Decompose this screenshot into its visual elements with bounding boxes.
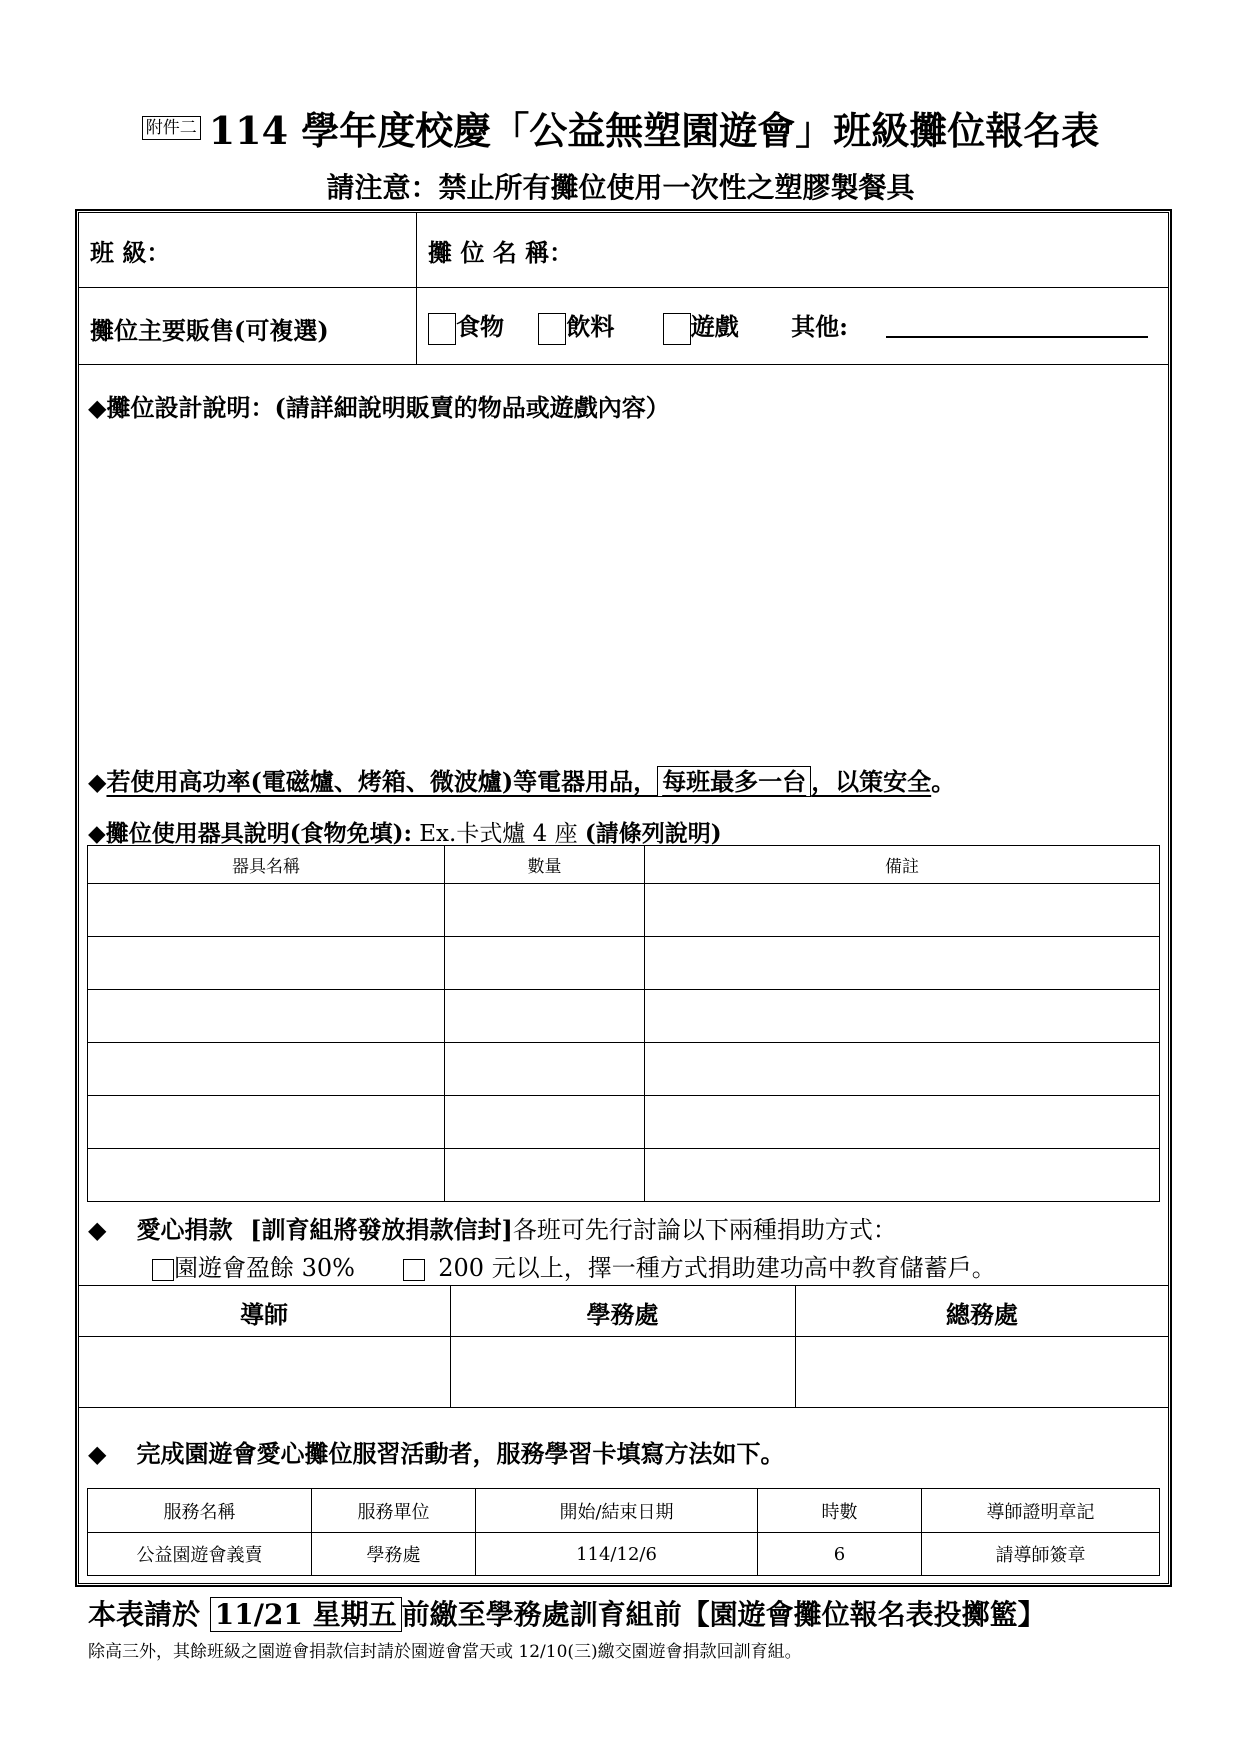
equipment-note-cell[interactable] bbox=[645, 990, 1160, 1043]
equipment-table bbox=[87, 845, 1160, 1202]
row-divider bbox=[78, 1285, 1169, 1286]
game-option-label: 遊戲 bbox=[690, 312, 739, 341]
equipment-name-cell[interactable] bbox=[88, 990, 445, 1043]
service-date-cell: 114/12/6 bbox=[476, 1533, 758, 1576]
booth-name-label: 攤 位 名 稱： bbox=[428, 238, 574, 267]
donation-line bbox=[88, 1210, 897, 1245]
service-unit-cell: 學務處 bbox=[312, 1533, 476, 1576]
donation-option-fixed: 200 元以上，擇一種方式捐助建功高中教育儲蓄戶。 bbox=[438, 1254, 996, 1282]
equipment-qty-cell[interactable] bbox=[445, 884, 645, 937]
equipment-qty-cell[interactable] bbox=[445, 1149, 645, 1202]
table-row bbox=[88, 937, 1160, 990]
food-option-label: 食物 bbox=[456, 312, 504, 341]
equipment-label: ◆攤位使用器具說明(食物免填): bbox=[88, 820, 412, 847]
page-title: 114 學年度校慶「公益無塑園遊會」班級攤位報名表 bbox=[208, 108, 1100, 153]
equipment-qty-cell[interactable] bbox=[445, 937, 645, 990]
service-line bbox=[88, 1434, 784, 1469]
service-header-cell: 服務名稱 bbox=[88, 1489, 312, 1533]
service-name-cell: 公益園遊會義賣 bbox=[88, 1533, 312, 1576]
service-text: 完成園遊會愛心攤位服習活動者，服務學習卡填寫方法如下。 bbox=[136, 1439, 785, 1468]
equipment-note-cell[interactable] bbox=[645, 1096, 1160, 1149]
donation-label: 愛心捐款 bbox=[136, 1215, 233, 1244]
service-header-cell: 開始/結束日期 bbox=[476, 1489, 758, 1533]
donation-envelope-note: [訓育組將發放捐款信封] bbox=[250, 1215, 513, 1244]
table-row bbox=[88, 1149, 1160, 1202]
table-row bbox=[88, 990, 1160, 1043]
diamond-bullet-icon: ◆ bbox=[88, 767, 107, 796]
donation-text: 各班可先行討論以下兩種捐助方式： bbox=[512, 1216, 897, 1244]
footer-text-a: 本表請於 bbox=[88, 1598, 210, 1631]
title-block bbox=[0, 100, 1241, 155]
power-warning-text bbox=[106, 766, 931, 797]
equipment-qty-cell[interactable] bbox=[445, 1096, 645, 1149]
footer-instruction bbox=[88, 1593, 1046, 1633]
equipment-hint: (請條列說明) bbox=[584, 820, 722, 847]
class-label: 班 級： bbox=[90, 238, 171, 267]
equipment-name-cell[interactable] bbox=[88, 1096, 445, 1149]
design-description-area[interactable] bbox=[90, 430, 1150, 750]
diamond-bullet-icon: ◆ bbox=[88, 1439, 107, 1468]
design-description-label: ◆攤位設計說明：(請詳細說明販賣的物品或遊戲內容） bbox=[88, 393, 670, 422]
table-row bbox=[88, 1533, 1160, 1576]
equipment-header-cell: 器具名稱 bbox=[88, 846, 445, 884]
service-hours-cell: 6 bbox=[758, 1533, 922, 1576]
equipment-name-cell[interactable] bbox=[88, 1149, 445, 1202]
footer-note: 除高三外，其餘班級之園遊會捐款信封請於園遊會當天或 12/10(三)繳交園遊會捐款回訓育組。 bbox=[88, 1642, 802, 1662]
equipment-name-cell[interactable] bbox=[88, 937, 445, 990]
drink-checkbox[interactable] bbox=[538, 313, 566, 345]
booth-name-field[interactable] bbox=[620, 222, 1150, 274]
row-divider bbox=[78, 287, 1169, 288]
equipment-header-cell: 數量 bbox=[445, 846, 645, 884]
equipment-qty-cell[interactable] bbox=[445, 990, 645, 1043]
annex-label: 附件二 bbox=[142, 116, 201, 140]
general-affairs-header: 總務處 bbox=[946, 1300, 1018, 1329]
row-divider bbox=[78, 364, 1169, 365]
footer-text-b: 前繳至學務處訓育組前【園遊會攤位報名表投擲籃】 bbox=[401, 1598, 1046, 1631]
food-checkbox[interactable] bbox=[428, 313, 456, 345]
power-warning-text-b: ，以策安全 bbox=[811, 767, 932, 796]
power-warning bbox=[88, 762, 955, 797]
table-row bbox=[88, 884, 1160, 937]
service-table-header bbox=[88, 1489, 1160, 1533]
sales-type-label: 攤位主要販售(可複選) bbox=[90, 316, 329, 345]
student-affairs-header: 學務處 bbox=[586, 1300, 659, 1329]
notice-text: 請注意：禁止所有攤位使用一次性之塑膠製餐具 bbox=[326, 171, 915, 204]
service-header-cell: 導師證明章記 bbox=[922, 1489, 1160, 1533]
power-warning-suffix: 。 bbox=[931, 767, 956, 796]
service-table bbox=[87, 1488, 1160, 1576]
equipment-name-cell[interactable] bbox=[88, 884, 445, 937]
sales-options bbox=[428, 307, 848, 345]
equipment-note-cell[interactable] bbox=[645, 1149, 1160, 1202]
equipment-note-cell[interactable] bbox=[645, 1043, 1160, 1096]
service-signature-cell: 請導師簽章 bbox=[922, 1533, 1160, 1576]
equipment-header-cell: 備註 bbox=[645, 846, 1160, 884]
diamond-bullet-icon: ◆ bbox=[88, 1215, 107, 1244]
row-divider bbox=[78, 1336, 1169, 1337]
power-limit-boxed: 每班最多一台 bbox=[657, 766, 811, 797]
table-row bbox=[88, 1043, 1160, 1096]
column-divider bbox=[416, 212, 417, 364]
teacher-signature-field[interactable] bbox=[80, 1338, 448, 1405]
equipment-note-cell[interactable] bbox=[645, 884, 1160, 937]
service-header-cell: 服務單位 bbox=[312, 1489, 476, 1533]
student-affairs-signature-field[interactable] bbox=[452, 1338, 793, 1405]
general-affairs-signature-field[interactable] bbox=[797, 1338, 1167, 1405]
equipment-label-line bbox=[88, 815, 722, 848]
equipment-qty-cell[interactable] bbox=[445, 1043, 645, 1096]
fixed-amount-checkbox[interactable] bbox=[403, 1259, 425, 1281]
table-row bbox=[88, 1096, 1160, 1149]
surplus-checkbox[interactable] bbox=[152, 1259, 174, 1281]
class-field[interactable] bbox=[200, 222, 400, 274]
donation-option-surplus: 園遊會盈餘 30% bbox=[174, 1254, 355, 1282]
teacher-header: 導師 bbox=[240, 1300, 288, 1329]
service-header-cell: 時數 bbox=[758, 1489, 922, 1533]
deadline-boxed: 11/21 星期五 bbox=[210, 1597, 402, 1632]
other-input-line[interactable] bbox=[886, 336, 1148, 338]
equipment-note-cell[interactable] bbox=[645, 937, 1160, 990]
donation-options bbox=[152, 1248, 996, 1283]
other-option-label: 其他: bbox=[791, 312, 848, 341]
row-divider bbox=[78, 1407, 1169, 1408]
game-checkbox[interactable] bbox=[663, 313, 691, 345]
equipment-example: Ex.卡式爐 4 座 bbox=[411, 821, 585, 847]
equipment-name-cell[interactable] bbox=[88, 1043, 445, 1096]
equipment-table-header bbox=[88, 846, 1160, 884]
power-warning-text-a: 若使用高功率(電磁爐、烤箱、微波爐)等電器用品， bbox=[106, 767, 658, 796]
drink-option-label: 飲料 bbox=[566, 312, 615, 341]
